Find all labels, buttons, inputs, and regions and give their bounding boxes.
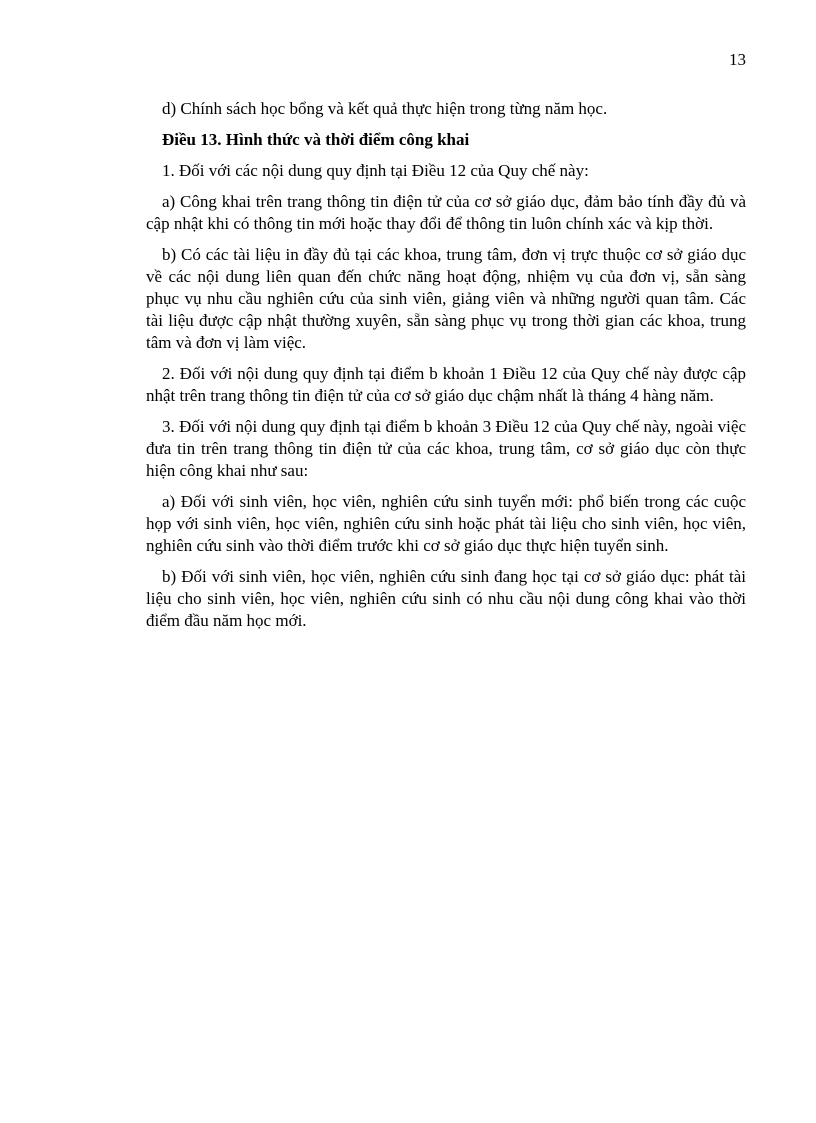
- paragraph-clause-1: 1. Đối với các nội dung quy định tại Điều 12 của Quy chế này:: [162, 161, 589, 180]
- paragraph-clause-1a: a) Công khai trên trang thông tin điện tử của cơ sở giáo dục, đảm bảo tính đầy đủ và cập nhật khi có thông tin mới hoặc thay đổi để thông tin luôn chính xác và kịp thời.: [146, 192, 746, 233]
- paragraph-clause-3a: a) Đối với sinh viên, học viên, nghiên cứu sinh tuyển mới: phổ biến trong các cuộc họp với sinh viên, học viên, nghiên cứu sinh hoặc phát tài liệu cho sinh viên, học viên, nghiên cứu sinh vào thời điểm trước khi cơ sở giáo dục thực hiện tuyển sinh.: [146, 492, 746, 555]
- paragraph-clause-3b: b) Đối với sinh viên, học viên, nghiên cứu sinh đang học tại cơ sở giáo dục: phát tài liệu cho sinh viên, học viên, nghiên cứu sinh có nhu cầu nội dung công khai vào thời điểm đầu năm học mới.: [146, 567, 746, 630]
- article-13-heading: Điều 13. Hình thức và thời điểm công khai: [162, 130, 470, 149]
- paragraph-clause-3: 3. Đối với nội dung quy định tại điểm b khoản 3 Điều 12 của Quy chế này, ngoài việc đưa tin trên trang thông tin điện tử của các khoa, trung tâm, cơ sở giáo dục còn thực hiện công khai như sau:: [146, 417, 746, 480]
- paragraph-clause-1b: b) Có các tài liệu in đầy đủ tại các khoa, trung tâm, đơn vị trực thuộc cơ sở giáo dục về các nội dung liên quan đến chức năng hoạt động, nhiệm vụ của đơn vị, sẵn sàng phục vụ nhu cầu nghiên cứu của sinh viên, giảng viên và những người quan tâm. Các tài liệu được cập nhật thường xuyên, sẵn sàng phục vụ trong thời gian các khoa, trung tâm và đơn vị làm việc.: [146, 245, 746, 352]
- paragraph-scholarship-policy: d) Chính sách học bổng và kết quả thực hiện trong từng năm học.: [162, 99, 608, 118]
- document-body: [146, 98, 746, 641]
- page-number: 13: [729, 50, 746, 69]
- paragraph-clause-2: 2. Đối với nội dung quy định tại điểm b khoản 1 Điều 12 của Quy chế này được cập nhật trên trang thông tin điện tử của cơ sở giáo dục chậm nhất là tháng 4 hàng năm.: [146, 364, 746, 405]
